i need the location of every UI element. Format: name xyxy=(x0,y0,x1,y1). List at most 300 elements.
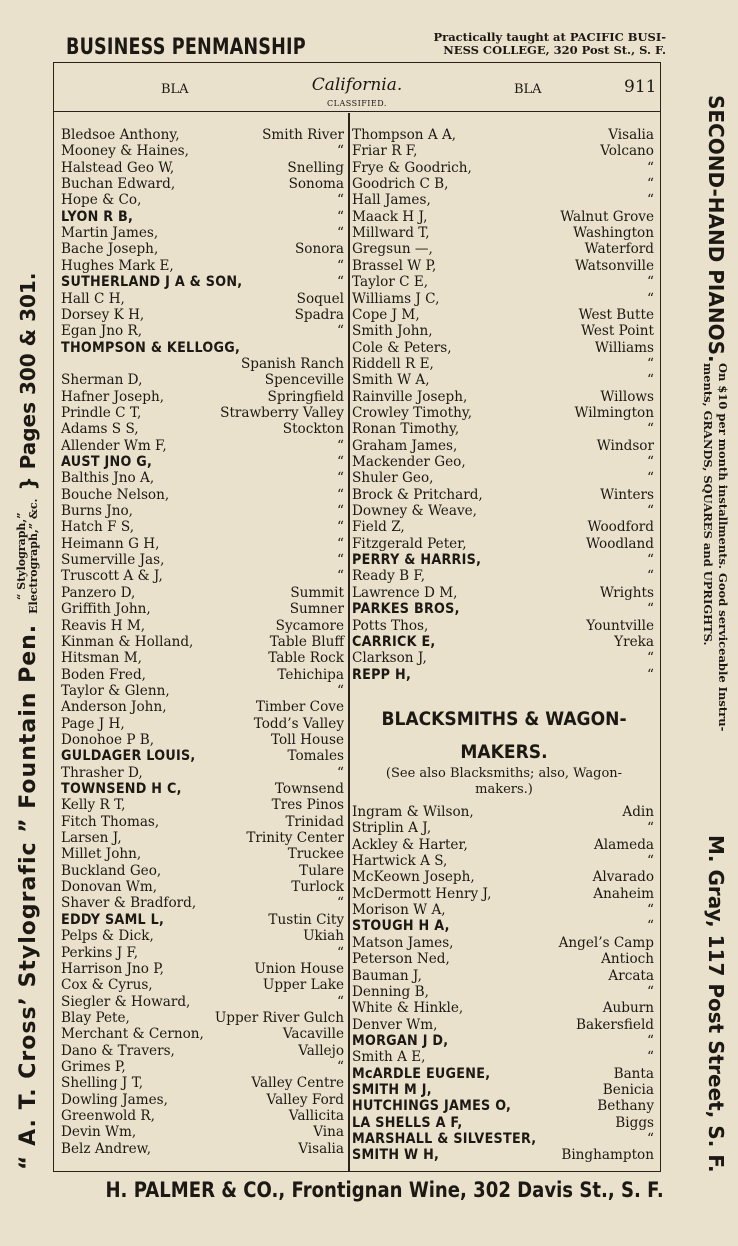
listing-entry xyxy=(61,389,344,405)
entry-name: Anderson John, xyxy=(61,699,167,716)
entry-name: McARDLE EUGENE, xyxy=(352,1065,491,1082)
entry-place: Table Bluff xyxy=(269,633,344,650)
entry-name: PERRY & HARRIS, xyxy=(352,552,482,569)
listing-entry xyxy=(61,209,344,225)
entry-name: Bledsoe Anthony, xyxy=(61,127,180,143)
listing-entry xyxy=(352,421,654,437)
entry-name: EDDY SAML L, xyxy=(61,911,165,928)
listing-entry xyxy=(61,143,344,159)
listing-entry xyxy=(352,837,654,853)
entry-place: Sonoma xyxy=(288,176,344,193)
entry-place: “ xyxy=(337,552,344,569)
entry-place: Stockton xyxy=(282,421,344,438)
listing-entry xyxy=(61,487,344,503)
entry-name: Frye & Goodrich, xyxy=(352,159,472,176)
listing-entry xyxy=(352,503,654,519)
listing-entry xyxy=(61,1075,344,1091)
entry-place: Vallicita xyxy=(288,1108,344,1124)
entry-name: Pelps & Dick, xyxy=(61,928,154,945)
entry-place: Yountville xyxy=(586,617,654,634)
entry-name: Ackley & Harter, xyxy=(352,836,468,853)
entry-name: Ronan Timothy, xyxy=(352,421,460,438)
listing-entry xyxy=(61,667,344,683)
top-ad-text xyxy=(328,31,666,57)
entry-place: Watsonville xyxy=(574,257,654,274)
entry-place: Upper River Gulch xyxy=(214,1009,344,1026)
entry-place: “ xyxy=(337,519,344,536)
left-ad-small xyxy=(16,499,40,614)
entry-place: Trinidad xyxy=(285,813,344,830)
entry-place: Smith River xyxy=(262,127,344,143)
listing-entry xyxy=(352,935,654,951)
entry-name: Adams S S, xyxy=(61,421,139,438)
left-ad-main: “ A. T. Cross’ Stylografic ” Fountain Pen. xyxy=(15,623,41,1170)
entry-place: Sonora xyxy=(294,241,344,258)
entry-name: Graham James, xyxy=(352,437,458,454)
entry-place: Alameda xyxy=(593,836,654,853)
listing-entry xyxy=(61,176,344,192)
entry-name: White & Hinkle, xyxy=(352,1000,464,1017)
entry-place: Table Rock xyxy=(268,650,344,667)
entry-name: SUTHERLAND J A & SON, xyxy=(61,274,243,291)
entry-place: Anaheim xyxy=(593,885,654,902)
entry-name: Dowling James, xyxy=(61,1091,168,1108)
entry-place: “ xyxy=(337,225,344,242)
entry-place: “ xyxy=(647,372,654,389)
entry-place: Tulare xyxy=(299,862,344,879)
entry-name: SMITH W H, xyxy=(352,1147,440,1164)
entry-place: “ xyxy=(337,323,344,340)
listing-frame xyxy=(53,62,661,1172)
entry-name: Greenwold R, xyxy=(61,1108,155,1124)
listing-entry xyxy=(352,650,654,666)
entry-name: Shaver & Bradford, xyxy=(61,895,197,912)
entry-place: “ xyxy=(647,918,654,935)
entry-name: Fitzgerald Peter, xyxy=(352,535,467,552)
entry-place: Yreka xyxy=(614,633,654,650)
entry-name: Donohoe P B, xyxy=(61,731,155,748)
entry-name: Fitch Thomas, xyxy=(61,813,160,830)
entry-place: Windsor xyxy=(596,437,654,454)
listing-entry xyxy=(352,454,654,470)
entry-place: “ xyxy=(647,290,654,307)
entry-place: Spenceville xyxy=(264,372,344,389)
entry-name: Goodrich C B, xyxy=(352,176,449,193)
entry-name: Griffith John, xyxy=(61,601,151,618)
entry-place: “ xyxy=(337,682,344,699)
entry-name: Buchan Edward, xyxy=(61,176,176,193)
listing-entry xyxy=(352,1115,654,1131)
listing-entry xyxy=(352,258,654,274)
entry-name: GULDAGER LOUIS, xyxy=(61,748,196,765)
listing-entry xyxy=(61,1059,344,1075)
entry-place: “ xyxy=(647,552,654,569)
listing-entry xyxy=(61,258,344,274)
entry-place: Tustin City xyxy=(268,911,344,928)
entry-name: Hitsman M, xyxy=(61,650,142,667)
listing-entry xyxy=(61,585,344,601)
entry-place: Vina xyxy=(313,1124,344,1141)
entry-name: Boden Fred, xyxy=(61,666,146,683)
entry-name: Buckland Geo, xyxy=(61,862,162,879)
entry-name: Millet John, xyxy=(61,846,142,863)
entry-name: Burns Jno, xyxy=(61,503,134,520)
entry-place: Snelling xyxy=(287,159,344,176)
listing-entry xyxy=(61,830,344,846)
entry-name: Hatch F S, xyxy=(61,519,135,536)
entry-name: Grimes P, xyxy=(61,1058,126,1075)
entry-name: Panzero D, xyxy=(61,584,136,601)
entry-place: Biggs xyxy=(615,1114,654,1131)
entry-place: Todd’s Valley xyxy=(253,715,344,732)
entry-name: Maack H J, xyxy=(352,208,428,225)
listing-entry xyxy=(61,863,344,879)
entry-place: “ xyxy=(647,983,654,1000)
entry-place: “ xyxy=(647,274,654,291)
entry-place: “ xyxy=(337,257,344,274)
entry-name: Hartwick A S, xyxy=(352,853,448,870)
entry-name: Peterson Ned, xyxy=(352,951,450,968)
entry-name: Rainville Joseph, xyxy=(352,388,468,405)
section-heading-line-1: BLACKSMITHS & WAGON- xyxy=(381,708,627,730)
entry-name: Bache Joseph, xyxy=(61,241,159,258)
top-ad-title: BUSINESS PENMANSHIP xyxy=(66,35,306,60)
entry-name: Taylor C E, xyxy=(352,274,429,291)
entry-place: Trinity Center xyxy=(246,830,344,847)
entry-name: Smith A E, xyxy=(352,1049,426,1066)
entry-place: West Butte xyxy=(578,306,654,323)
top-ad-line-1: Practically taught at PACIFIC BUSI- xyxy=(433,30,666,44)
entry-name: Potts Thos, xyxy=(352,617,429,634)
entry-name: Ready B F, xyxy=(352,568,426,585)
listing-entry xyxy=(352,804,654,820)
entry-name: Gregsun —, xyxy=(352,241,433,258)
entry-name: Page J H, xyxy=(61,715,125,732)
listing-entry xyxy=(61,291,344,307)
entry-name: MARSHALL & SILVESTER, xyxy=(352,1131,537,1147)
entry-name: Brock & Pritchard, xyxy=(352,486,483,503)
entry-name: REPP H, xyxy=(352,666,412,683)
listing-entry xyxy=(352,1033,654,1049)
listing-entry xyxy=(352,389,654,405)
listing-entry xyxy=(352,984,654,1000)
entry-name: Siegler & Howard, xyxy=(61,993,191,1010)
entry-place: Upper Lake xyxy=(262,977,344,994)
entry-name: Friar R F, xyxy=(352,143,418,160)
listing-entry xyxy=(61,846,344,862)
entry-place: West Point xyxy=(580,323,654,340)
entry-name: Mackender Geo, xyxy=(352,454,466,470)
listing-entry xyxy=(352,372,654,388)
entry-place: “ xyxy=(337,274,344,291)
entry-place: Volcano xyxy=(600,143,654,160)
entry-place: Valley Ford xyxy=(266,1091,344,1108)
entry-place: “ xyxy=(337,1058,344,1075)
entry-name: McDermott Henry J, xyxy=(352,885,492,902)
entry-name: Smith W A, xyxy=(352,372,430,389)
entry-place: Adin xyxy=(622,804,654,820)
listing-entry xyxy=(352,192,654,208)
left-ad-pages: } Pages 300 & 301. xyxy=(16,272,40,491)
listing-entry xyxy=(61,274,344,290)
listing-entry xyxy=(61,977,344,993)
entry-name: Field Z, xyxy=(352,519,405,536)
entry-name: PARKES BROS, xyxy=(352,601,460,618)
entry-place: “ xyxy=(337,568,344,585)
listing-entry xyxy=(61,454,344,470)
listing-entry xyxy=(61,1124,344,1140)
entry-place: Bethany xyxy=(597,1098,654,1115)
listing-entry xyxy=(352,1017,654,1033)
listing-entry xyxy=(61,1092,344,1108)
left-side-advertisement xyxy=(7,60,49,1170)
entry-name: Thrasher D, xyxy=(61,764,143,781)
entry-name: Kelly R T, xyxy=(61,797,126,814)
entry-name: Shuler Geo, xyxy=(352,470,434,487)
listing-entry xyxy=(61,961,344,977)
entry-name: Lawrence D M, xyxy=(352,584,458,601)
entry-name: HUTCHINGS JAMES O, xyxy=(352,1098,512,1115)
listing-entry xyxy=(61,945,344,961)
listing-entry xyxy=(352,225,654,241)
section-heading-line-2: MAKERS. xyxy=(460,741,548,763)
listing-entry xyxy=(61,618,344,634)
entry-place: Bakersfield xyxy=(575,1016,654,1033)
entry-place: Waterford xyxy=(584,241,654,258)
entry-name: Reavis H M, xyxy=(61,617,146,634)
listing-entry xyxy=(61,994,344,1010)
entry-place: Willows xyxy=(600,388,654,405)
entry-name: Hall James, xyxy=(352,192,431,209)
section-note-line-1: (See also Blacksmiths; also, Wagon- xyxy=(385,766,623,781)
entry-name: Millward T, xyxy=(352,225,430,242)
listing-entry xyxy=(61,895,344,911)
listing-entry xyxy=(352,869,654,885)
listing-entry xyxy=(61,241,344,257)
listing-entry xyxy=(352,902,654,918)
entry-name: Bouche Nelson, xyxy=(61,486,170,503)
entry-place: Valley Centre xyxy=(251,1075,344,1092)
entry-place: “ xyxy=(337,535,344,552)
listing-entry xyxy=(61,601,344,617)
entry-place: Toll House xyxy=(270,731,344,748)
listing-entry xyxy=(61,699,344,715)
listing-entry xyxy=(352,405,654,421)
entry-place: “ xyxy=(647,1049,654,1066)
entry-place: Williams xyxy=(594,339,654,356)
entry-name: Cox & Cyrus, xyxy=(61,977,153,994)
entry-place: Spanish Ranch xyxy=(240,355,344,372)
entry-name: Smith John, xyxy=(352,323,433,340)
entry-name: Devin Wm, xyxy=(61,1124,137,1141)
listing-entry xyxy=(352,241,654,257)
entry-name: Donovan Wm, xyxy=(61,879,158,896)
entry-place: “ xyxy=(647,159,654,176)
bottom-advertisement xyxy=(60,1178,664,1202)
entry-name: Cole & Peters, xyxy=(352,339,452,356)
page-title: California. xyxy=(311,75,403,95)
entry-name: Truscott A & J, xyxy=(61,568,163,585)
listing-entry xyxy=(61,732,344,748)
left-ad-small-1: “ Stylograph,” xyxy=(15,512,28,600)
entry-name: Allender Wm F, xyxy=(61,437,167,454)
entry-place: “ xyxy=(337,764,344,781)
entry-name: Brassel W P, xyxy=(352,257,437,274)
listing-entry xyxy=(61,519,344,535)
entry-place: Walnut Grove xyxy=(560,208,654,225)
entry-name: Thompson A A, xyxy=(352,127,457,143)
entry-name: Dano & Travers, xyxy=(61,1042,175,1059)
top-ad-line-2: NESS COLLEGE, 320 Post St., S. F. xyxy=(443,43,666,57)
entry-place: Strawberry Valley xyxy=(220,404,344,421)
entry-place: Woodland xyxy=(585,535,654,552)
entry-place: Truckee xyxy=(287,846,344,863)
entry-place: “ xyxy=(647,1032,654,1049)
listing-entry xyxy=(352,470,654,486)
listing-entry xyxy=(352,634,654,650)
listing-entry xyxy=(352,487,654,503)
listing-entry xyxy=(352,618,654,634)
header-left-key: BLA xyxy=(161,82,189,97)
entry-place: Sumner xyxy=(289,601,344,618)
entry-place: Turlock xyxy=(291,879,344,896)
listing-entry xyxy=(352,340,654,356)
listing-entry xyxy=(352,519,654,535)
listing-entry xyxy=(61,1043,344,1059)
listing-entry xyxy=(352,918,654,934)
entry-place: Summit xyxy=(290,584,344,601)
entry-place: “ xyxy=(647,355,654,372)
listing-entry xyxy=(61,568,344,584)
listing-entry xyxy=(352,1000,654,1016)
entry-name: Shelling J T, xyxy=(61,1075,144,1092)
section-note xyxy=(352,766,656,798)
listing-entry xyxy=(352,1049,654,1065)
entry-name: Cope J M, xyxy=(352,306,420,323)
listing-entry xyxy=(61,1108,344,1124)
entry-place: Soquel xyxy=(296,290,344,307)
listing-entry xyxy=(352,323,654,339)
entry-name: Ingram & Wilson, xyxy=(352,804,474,820)
entry-name: Prindle C T, xyxy=(61,404,142,421)
entry-place: Townsend xyxy=(274,781,344,797)
entry-name: CARRICK E, xyxy=(352,633,436,650)
listing-entry xyxy=(352,1066,654,1082)
listing-entry xyxy=(61,748,344,764)
entry-place: “ xyxy=(337,895,344,912)
entry-name: Dorsey K H, xyxy=(61,306,145,323)
listing-entry xyxy=(352,307,654,323)
entry-name: Morison W A, xyxy=(352,902,446,919)
left-ad-small-2: Electrograph,” &c. xyxy=(27,498,40,614)
entry-name: Clarkson J, xyxy=(352,650,427,667)
entry-name: Denning B, xyxy=(352,983,429,1000)
listing-entry xyxy=(352,820,654,836)
listing-entry xyxy=(61,879,344,895)
entry-place: Visalia xyxy=(298,1140,344,1157)
listing-entry xyxy=(352,274,654,290)
entry-name: Sumerville Jas, xyxy=(61,552,165,569)
listing-entry xyxy=(352,568,654,584)
entry-place: Arcata xyxy=(608,967,654,984)
entry-place: Sycamore xyxy=(275,617,344,634)
listing-entry xyxy=(352,1147,654,1163)
entry-place: “ xyxy=(647,666,654,683)
listing-entry xyxy=(61,781,344,797)
listing-entry xyxy=(61,160,344,176)
entry-name: STOUGH H A, xyxy=(352,918,450,935)
entry-place: Tomales xyxy=(287,748,344,765)
page-number: 911 xyxy=(624,77,657,97)
listing-entry xyxy=(61,1010,344,1026)
entry-place: “ xyxy=(647,902,654,919)
listing-entry xyxy=(61,421,344,437)
entry-place: “ xyxy=(337,470,344,487)
listing-entry xyxy=(352,951,654,967)
header-right-key: BLA xyxy=(514,82,542,97)
entry-name: Egan Jno R, xyxy=(61,323,143,340)
listing-entry xyxy=(352,1131,654,1147)
listing-entry xyxy=(352,667,654,683)
entry-name: Harrison Jno P, xyxy=(61,960,164,977)
listing-entry xyxy=(61,340,344,356)
entry-name: Larsen J, xyxy=(61,830,122,847)
listing-entry xyxy=(352,1098,654,1114)
listing-entry xyxy=(61,552,344,568)
entry-place: “ xyxy=(647,601,654,618)
entry-place: “ xyxy=(337,993,344,1010)
listing-entry xyxy=(61,912,344,928)
entry-place: Woodford xyxy=(587,519,654,536)
listing-entry xyxy=(352,601,654,617)
entry-place: “ xyxy=(337,503,344,520)
listing-entry xyxy=(61,372,344,388)
entry-place: “ xyxy=(647,568,654,585)
listing-entry xyxy=(61,307,344,323)
listing-entry xyxy=(61,650,344,666)
entry-place: Tehichipa xyxy=(277,666,344,683)
entry-name: Bauman J, xyxy=(352,967,422,984)
entry-name: AUST JNO G, xyxy=(61,454,153,470)
section-heading xyxy=(352,703,656,769)
listing-entry xyxy=(61,765,344,781)
entry-name: SMITH M J, xyxy=(352,1081,432,1098)
listing-entry xyxy=(352,143,654,159)
listing-entry xyxy=(352,853,654,869)
entry-name: Blay Pete, xyxy=(61,1009,130,1026)
entry-name: Mooney & Haines, xyxy=(61,143,189,160)
right-ad-main: SECOND-HAND PIANOS. xyxy=(704,95,728,363)
entry-place: Alvarado xyxy=(592,869,654,886)
entry-name: MORGAN J D, xyxy=(352,1032,449,1049)
entry-name: Kinman & Holland, xyxy=(61,633,194,650)
entry-place: Washington xyxy=(573,225,654,242)
listing-entry xyxy=(352,160,654,176)
entry-place: “ xyxy=(647,176,654,193)
listing-entry xyxy=(352,536,654,552)
entry-name: Heimann G H, xyxy=(61,535,160,552)
listing-entry xyxy=(352,356,654,372)
listing-entry xyxy=(61,127,344,143)
entry-place: Antioch xyxy=(601,951,654,968)
entry-name: THOMPSON & KELLOGG, xyxy=(61,339,241,356)
listing-entry xyxy=(61,814,344,830)
entry-place: Ukiah xyxy=(303,928,344,945)
column-divider xyxy=(348,113,350,1171)
entry-place: “ xyxy=(647,650,654,667)
entry-name: Taylor & Glenn, xyxy=(61,682,170,699)
listing-entry xyxy=(61,503,344,519)
